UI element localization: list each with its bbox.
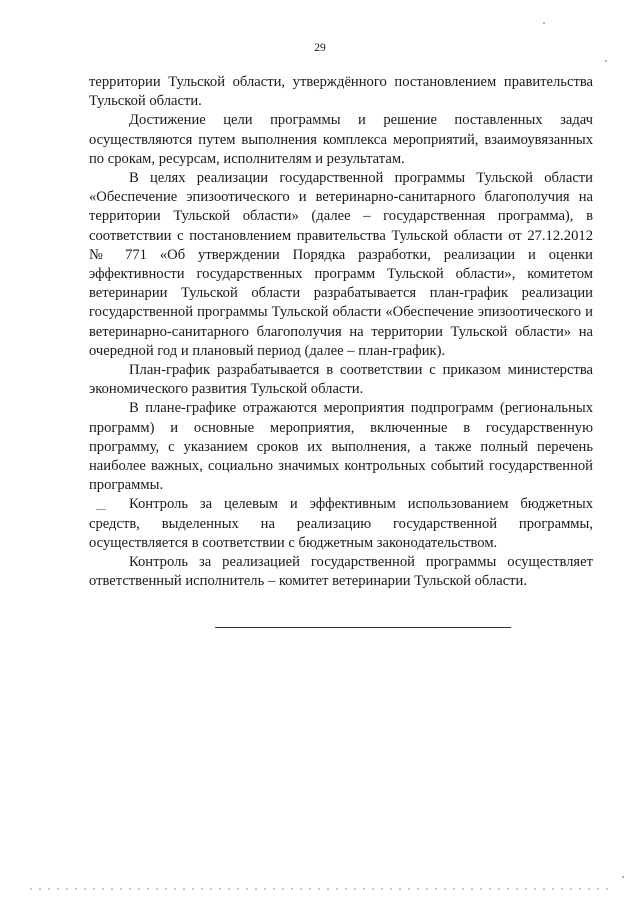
scan-speck <box>622 876 624 878</box>
paragraph-1: территории Тульской области, утверждённого постановлением правительства Тульской области. <box>89 74 593 110</box>
paragraph-7: Контроль за реализацией государственной программы осуществляет ответственный исполнитель – комитет ветеринарии Тульской области. <box>89 554 593 590</box>
paragraph-6: Контроль за целевым и эффективным использованием бюджетных средств, выделенных на реализацию государственной программы, осуществляется в соответствии с бюджетным законодательством. <box>89 496 593 551</box>
page-number: 29 <box>314 42 326 54</box>
document-body <box>89 73 593 591</box>
margin-scan-mark <box>96 509 106 510</box>
scan-speck <box>605 60 607 62</box>
paragraph-2: Достижение цели программы и решение поставленных задач осуществляются путем выполнения комплекса мероприятий, взаимоувязанных по срокам, ресурсам, исполнителям и результатам. <box>89 112 593 167</box>
paragraph-4: План-график разрабатывается в соответствии с приказом министерства экономического развития Тульской области. <box>89 362 593 398</box>
scan-edge-noise <box>30 888 610 890</box>
end-of-text-rule <box>215 627 511 628</box>
paragraph-5: В плане-графике отражаются мероприятия подпрограмм (региональных программ) и основные мероприятия, включенные в государственную программу, с указанием сроков их выполнения, а также полный перечень наиболее важных, социально значимых контрольных событий государственной программы. <box>89 400 593 494</box>
paragraph-3: В целях реализации государственной программы Тульской области «Обеспечение эпизоотического и ветеринарно-санитарного благополучия на территории Тульской области» (далее – государственная программа), в соответствии с постановлением правительства Тульской области от 27.12.2012 № 771 «Об утверждении Порядка разработки, реализации и оценки эффективности государственных программ Тульской области», комитетом ветеринарии Тульской области разрабатывается план-график реализации государственной программы Тульской области «Обеспечение эпизоотического и ветеринарно-санитарного благополучия на территории Тульской области» на очередной год и плановый период (далее – план-график). <box>89 170 593 359</box>
scan-speck <box>543 22 545 24</box>
